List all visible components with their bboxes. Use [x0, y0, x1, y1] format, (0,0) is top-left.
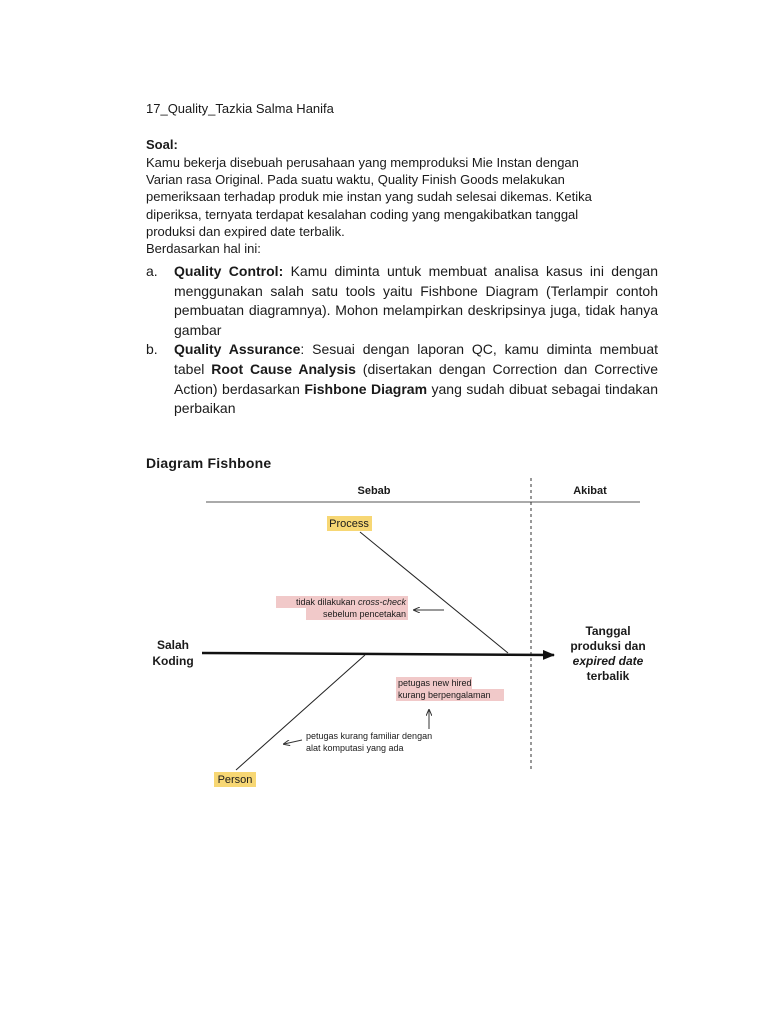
- soal-heading: Soal:: [146, 137, 178, 152]
- intro-line: Varian rasa Original. Pada suatu waktu, Quality Finish Goods melakukan: [146, 172, 565, 188]
- cause-process-line1: tidak dilakukan cross-check: [295, 597, 406, 607]
- cause-person-line4: alat komputasi yang ada: [306, 743, 404, 753]
- question-label: Quality Assurance: [174, 341, 301, 358]
- process-bone: [360, 532, 508, 653]
- cause-person-line2: kurang berpengalaman: [398, 690, 491, 700]
- cause-process-line2: sebelum pencetakan: [322, 609, 406, 619]
- cause-person-line1: petugas new hired: [398, 678, 472, 688]
- question-text: yang sudah dibuat sebagai tindakan perbaikan: [174, 380, 658, 417]
- akibat-label: Akibat: [573, 485, 607, 497]
- question-marker: b.: [146, 341, 158, 358]
- process-category-label: Process: [329, 518, 369, 530]
- question-text: Kamu diminta untuk membuat analisa kasus ini dengan menggunakan salah satu tools yaitu Fishbone Diagram (Terlampir contoh pembuatan diagramnya). Mohon melampirkan deskripsinya juga, tidak hanya gambar: [174, 263, 658, 338]
- effect-label-line4: terbalik: [586, 669, 630, 683]
- fishbone-spine: [202, 653, 554, 655]
- intro-line: diperiksa, ternyata terdapat kesalahan coding yang mengakibatkan tanggal: [146, 206, 579, 222]
- intro-line: Berdasarkan hal ini:: [146, 241, 261, 257]
- question-label: Quality Control:: [174, 263, 284, 279]
- effect-label-line3: expired date: [572, 654, 644, 668]
- cause-person-line3: petugas kurang familiar dengan: [306, 731, 433, 741]
- person-category-label: Person: [217, 774, 253, 786]
- question-text: (disertakan dengan Correction dan Corrective Action) berdasarkan: [174, 360, 658, 397]
- question-bold-term: Root Cause Analysis: [211, 360, 356, 377]
- diagram-heading: Diagram Fishbone: [146, 455, 272, 471]
- intro-line: produksi dan expired date terbalik.: [146, 223, 345, 239]
- intro-line: pemeriksaan terhadap produk mie instan yang sudah selesai dikemas. Ketika: [146, 189, 592, 205]
- question-bold-term: Fishbone Diagram: [304, 380, 428, 397]
- question-marker: a.: [146, 263, 158, 279]
- question-text: : Sesuai dengan laporan QC, kamu diminta membuat tabel: [174, 341, 658, 377]
- effect-label-line2: produksi dan: [570, 639, 646, 653]
- intro-line: Kamu bekerja disebuah perusahaan yang memproduksi Mie Instan dengan: [146, 155, 579, 170]
- sebab-label: Sebab: [357, 485, 391, 497]
- document-title: 17_Quality_Tazkia Salma Hanifa: [146, 101, 334, 116]
- problem-label-line1: Salah: [156, 638, 190, 652]
- problem-label-line2: Koding: [152, 654, 194, 668]
- cause-arrow: [284, 740, 302, 744]
- effect-label-line1: Tanggal: [585, 624, 631, 638]
